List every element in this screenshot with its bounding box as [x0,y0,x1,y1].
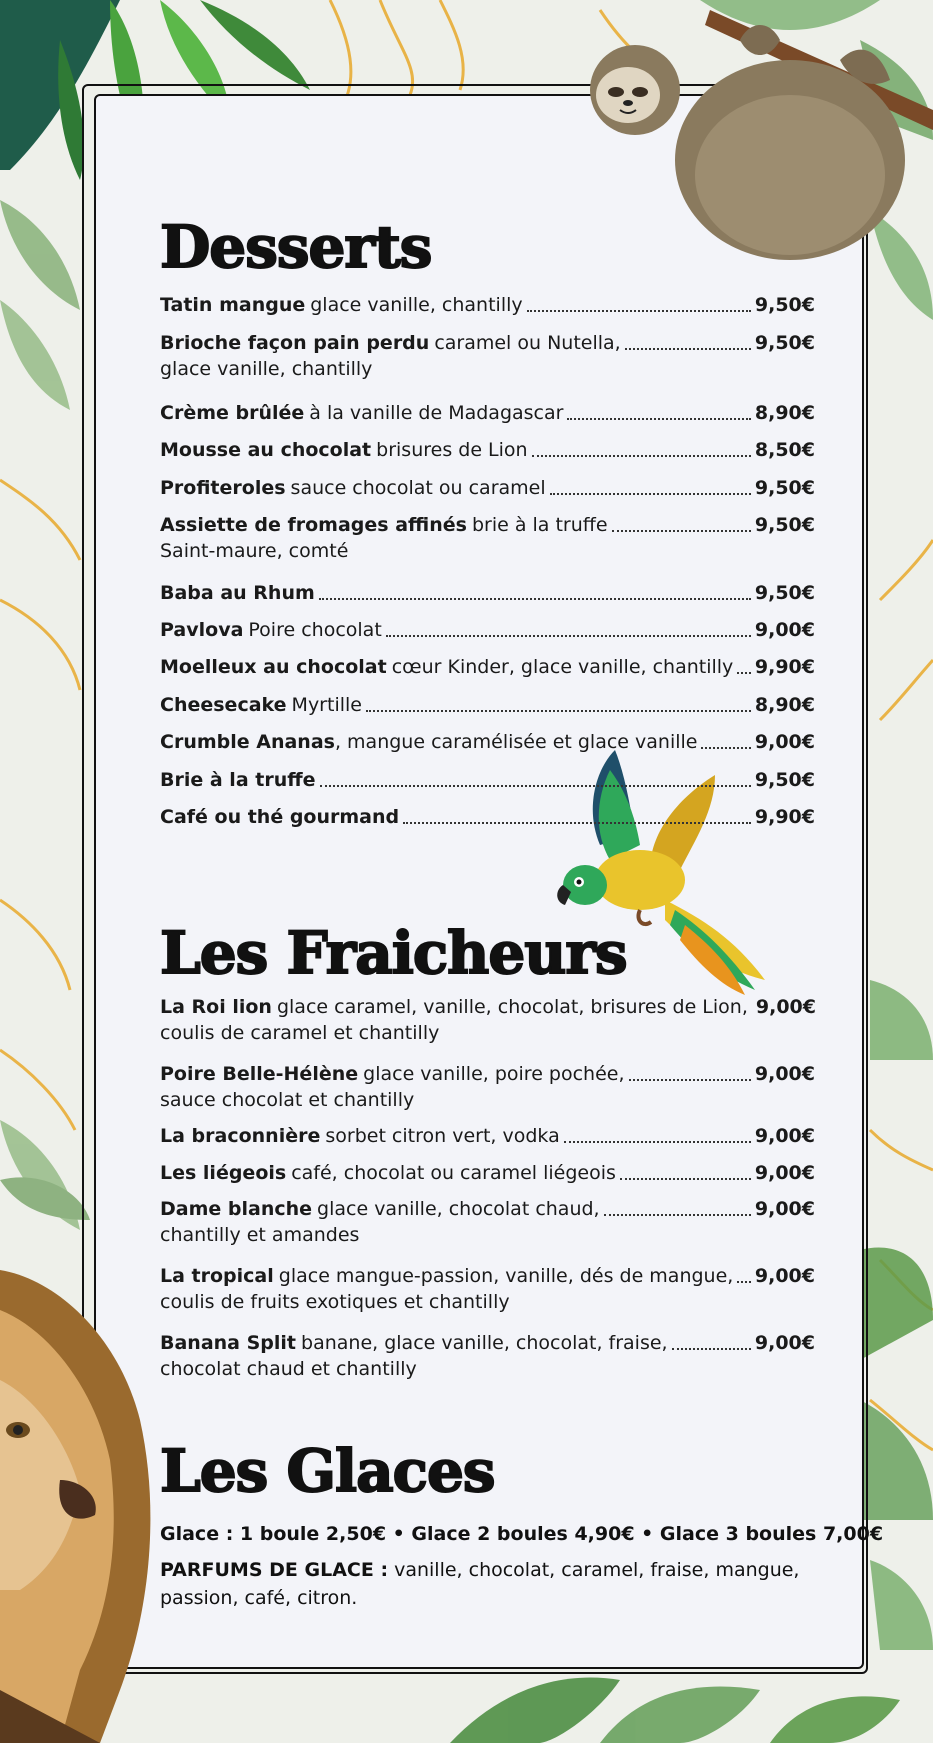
menu-item [160,1263,815,1315]
sloth-illustration [590,0,933,280]
menu-item-description-continued: chocolat chaud et chantilly [160,1358,417,1380]
menu-item-price: 9,50€ [754,514,815,536]
menu-item-row [160,654,815,680]
dotted-leader [625,348,751,350]
menu-item-row [160,580,815,606]
menu-item [160,437,815,463]
menu-item-row [160,1123,815,1149]
menu-item-name: Poire Belle-Hélène [160,1063,359,1085]
menu-item-name: Banana Split [160,1332,297,1354]
dotted-leader [320,785,751,787]
menu-item-name: Baba au Rhum [160,582,315,604]
section-title-glaces: Les Glaces [160,1437,495,1505]
menu-item-price: 8,50€ [754,439,815,461]
menu-item-price: 9,00€ [754,1125,815,1147]
menu-item-price: 8,90€ [754,402,815,424]
menu-item-name: La tropical [160,1265,274,1287]
dotted-leader [366,710,751,712]
dotted-leader [550,493,751,495]
menu-item-price: 9,00€ [754,1265,815,1287]
dotted-leader [612,530,751,532]
menu-item [160,475,815,501]
menu-item-name: Profiteroles [160,477,286,499]
menu-item-price: 9,00€ [754,1332,815,1354]
menu-item-price: 9,00€ [754,731,815,753]
menu-item [160,580,815,606]
dotted-leader [737,672,751,674]
menu-item-name: Assiette de fromages affinés [160,514,467,536]
parfums-text: vanille, chocolat, caramel, fraise, mangue, passion, café, citron. [160,1559,800,1609]
menu-item-description-continued: coulis de fruits exotiques et chantilly [160,1291,510,1313]
menu-item-description: brisures de Lion [376,439,528,461]
menu-item [160,994,815,1046]
menu-item-description: glace mangue-passion, vanille, dés de mangue, [278,1265,734,1287]
menu-item-description: glace vanille, chantilly [310,294,523,316]
menu-item-name: Café ou thé gourmand [160,806,400,828]
menu-item-price: 9,50€ [754,582,815,604]
menu-item-description: glace vanille, poire pochée, [363,1063,625,1085]
menu-item-row [160,617,815,643]
dotted-leader [527,310,751,312]
menu-item-name: Tatin mangue [160,294,306,316]
menu-item-row [160,1330,815,1356]
menu-item-description: sorbet citron vert, vodka [325,1125,560,1147]
menu-item-description: caramel ou Nutella, [434,332,621,354]
menu-item-row [160,437,815,463]
menu-item-row [160,292,815,318]
menu-item [160,804,815,830]
menu-item-name: Crème brûlée [160,402,305,424]
dotted-leader [403,822,751,824]
menu-item [160,692,815,718]
menu-item-price: 9,50€ [754,294,815,316]
dotted-leader [701,747,750,749]
menu-item-description: banane, glace vanille, chocolat, fraise, [301,1332,668,1354]
menu-item-row [160,400,815,426]
glaces-parfums [160,1556,800,1612]
menu-item-description-continued: Saint-maure, comté [160,540,349,562]
menu-item-name: Mousse au chocolat [160,439,372,461]
menu-item-description-continued: chantilly et amandes [160,1224,360,1246]
dotted-leader [604,1214,751,1216]
menu-item-name: La braconnière [160,1125,321,1147]
menu-item-name: Dame blanche [160,1198,313,1220]
dotted-leader [567,418,750,420]
menu-item [160,1160,815,1186]
dotted-leader [672,1348,751,1350]
menu-item [160,617,815,643]
section-title-fraicheurs: Les Fraicheurs [160,919,627,987]
dotted-leader [386,635,751,637]
menu-item-description: à la vanille de Madagascar [309,402,564,424]
menu-item-price: 9,00€ [754,1162,815,1184]
menu-item-description-continued: glace vanille, chantilly [160,358,373,380]
menu-item-row [160,1061,815,1087]
menu-item-description-continued: sauce chocolat et chantilly [160,1089,415,1111]
menu-item-price: 9,00€ [754,1198,815,1220]
menu-item-row [160,729,815,755]
menu-item-row [160,330,815,356]
menu-item-description: sauce chocolat ou caramel [290,477,546,499]
menu-item-row [160,804,815,830]
lion-illustration [0,1250,160,1743]
menu-item [160,292,815,318]
menu-item-row [160,512,815,538]
menu-item [160,1196,815,1248]
menu-item-row [160,994,815,1020]
menu-item-name: Les liégeois [160,1162,287,1184]
section-title-desserts: Desserts [160,213,432,281]
menu-item-row [160,1160,815,1186]
dotted-leader [319,598,751,600]
menu-item-price: 9,00€ [754,619,815,641]
menu-item-price: 9,50€ [754,332,815,354]
menu-item-name: La Roi lion [160,996,272,1018]
menu-item-price: 9,90€ [754,806,815,828]
menu-item [160,1061,815,1113]
parfums-label: PARFUMS DE GLACE : [160,1559,389,1581]
dotted-leader [532,455,751,457]
menu-item-description-continued: coulis de caramel et chantilly [160,1022,440,1044]
menu-item-name: Brioche façon pain perdu [160,332,430,354]
menu-item-row [160,1263,815,1289]
menu-item [160,767,815,793]
menu-item [160,1123,815,1149]
glaces-prices: Glace : 1 boule 2,50€ • Glace 2 boules 4,90€ • Glace 3 boules 7,00€ [160,1523,884,1545]
menu-item-description: glace vanille, chocolat chaud, [317,1198,600,1220]
menu-item-name: Brie à la truffe [160,769,316,791]
menu-item-row [160,767,815,793]
dotted-leader [737,1281,751,1283]
menu-item-description: cœur Kinder, glace vanille, chantilly [391,656,734,678]
dotted-leader [629,1079,751,1081]
dotted-leader [620,1178,751,1180]
menu-item [160,729,815,755]
menu-item-price: 9,50€ [754,477,815,499]
menu-item-description: brie à la truffe [471,514,608,536]
menu-item-row [160,475,815,501]
menu-item-price: 9,90€ [754,656,815,678]
menu-item-price: 9,00€ [755,996,816,1018]
menu-item-description: , mangue caramélisée et glace vanille [334,731,698,753]
menu-item-description: Myrtille [291,694,362,716]
menu-item [160,654,815,680]
menu-item-description: café, chocolat ou caramel liégeois [291,1162,616,1184]
menu-item-row [160,1196,815,1222]
menu-item [160,330,815,382]
menu-item-name: Cheesecake [160,694,287,716]
menu-item [160,400,815,426]
menu-item-name: Pavlova [160,619,244,641]
menu-item-row [160,692,815,718]
dotted-leader [564,1141,751,1143]
menu-item-price: 9,50€ [754,769,815,791]
menu-item [160,512,815,564]
menu-item-name: Moelleux au chocolat [160,656,387,678]
menu-item-price: 9,00€ [754,1063,815,1085]
menu-item-description: Poire chocolat [248,619,382,641]
menu-item [160,1330,815,1382]
menu-item-name: Crumble Ananas [160,731,335,753]
menu-item-price: 8,90€ [754,694,815,716]
menu-item-description: glace caramel, vanille, chocolat, brisures de Lion, [276,996,748,1018]
